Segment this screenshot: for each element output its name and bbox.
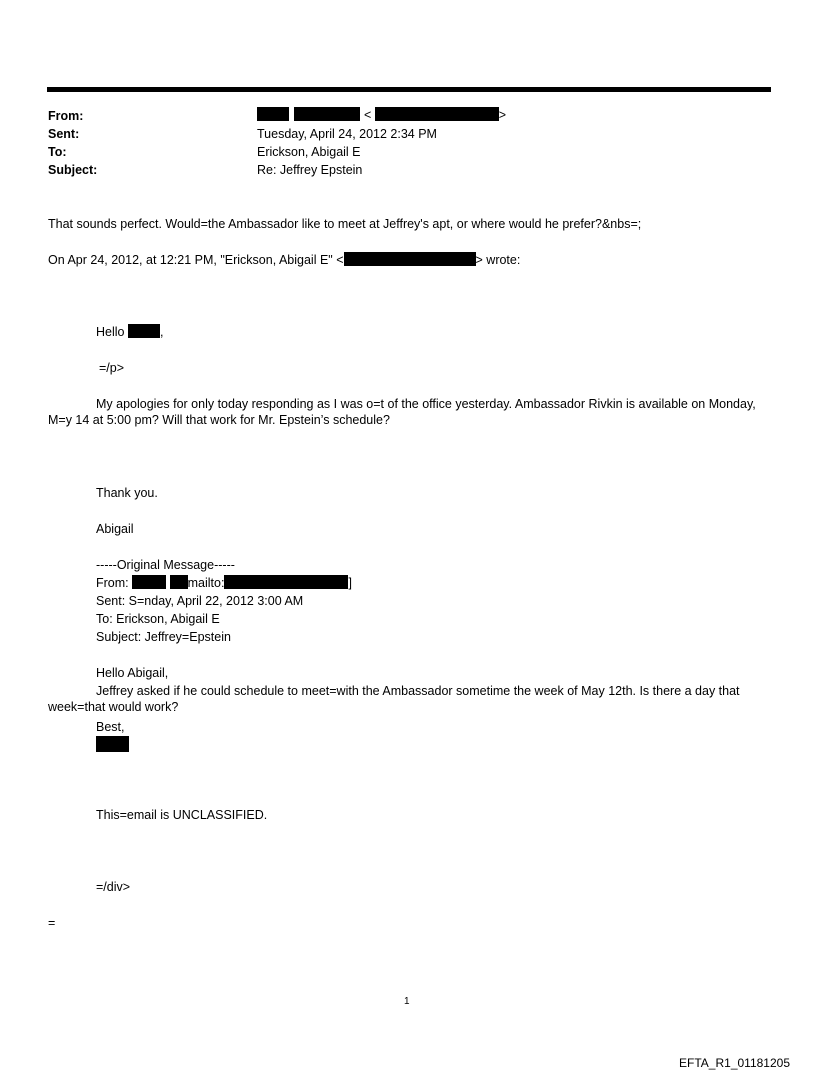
from-gt: > (498, 108, 507, 122)
redaction (257, 107, 289, 121)
original-bracket: ] (348, 576, 352, 590)
hello-line (96, 324, 163, 340)
quote-intro-prefix: On Apr 24, 2012, at 12:21 PM, "Erickson, Abigail E" < (48, 253, 344, 267)
subject-value: Re: Jeffrey Epstein (257, 163, 363, 177)
hello-comma: , (159, 325, 164, 339)
div-tag-artifact: =/div> (96, 880, 131, 894)
redaction (224, 575, 348, 589)
hello-text: Hello (96, 325, 125, 339)
original-from-label: From: (96, 576, 129, 590)
equals-artifact: = (48, 916, 56, 930)
quote-intro-suffix: > wrote: (475, 253, 521, 267)
original-mailto: mailto: (187, 576, 225, 590)
header-rule (47, 87, 771, 92)
redaction (294, 107, 360, 121)
p-tag-artifact: =/p> (99, 361, 125, 375)
original-from (96, 575, 352, 591)
original-to: To: Erickson, Abigail E (96, 612, 220, 626)
document-id: EFTA_R1_01181205 (679, 1056, 790, 1070)
from-lt: < (363, 108, 372, 122)
from-label: From: (48, 109, 84, 123)
original-best: Best, (96, 720, 125, 734)
redaction (375, 107, 499, 121)
subject-label: Subject: (48, 163, 98, 177)
page-number: 1 (404, 996, 410, 1007)
signature-redaction (96, 736, 129, 754)
redaction (128, 324, 160, 338)
redaction (96, 736, 129, 752)
quote-intro (48, 252, 520, 268)
reply-text: That sounds perfect. Would=the Ambassador like to meet at Jeffrey's apt, or where would he prefer?&nbs=; (48, 217, 642, 231)
apology-paragraph: My apologies for only today responding as I was o=t of the office yesterday. Ambassador Rivkin is available on Monday, M=y 14 at 5:00 pm? Will that work for Mr. Epstein’s schedule? (48, 397, 756, 427)
thank-you: Thank you. (96, 486, 158, 500)
sent-label: Sent: (48, 127, 80, 141)
sent-value: Tuesday, April 24, 2012 2:34 PM (257, 127, 437, 141)
to-value: Erickson, Abigail E (257, 145, 361, 159)
original-message-header: -----Original Message----- (96, 558, 235, 572)
original-body: Jeffrey asked if he could schedule to meet=with the Ambassador sometime the week of May 12th. Is there a day that week=that would work? (48, 684, 740, 714)
redaction (132, 575, 166, 589)
from-value (257, 107, 506, 123)
original-sent: Sent: S=nday, April 22, 2012 3:00 AM (96, 594, 304, 608)
redaction (170, 575, 188, 589)
redaction (344, 252, 476, 266)
original-subject: Subject: Jeffrey=Epstein (96, 630, 231, 644)
classification: This=email is UNCLASSIFIED. (96, 808, 268, 822)
to-label: To: (48, 145, 67, 159)
signature: Abigail (96, 522, 134, 536)
original-hello: Hello Abigail, (96, 666, 169, 680)
